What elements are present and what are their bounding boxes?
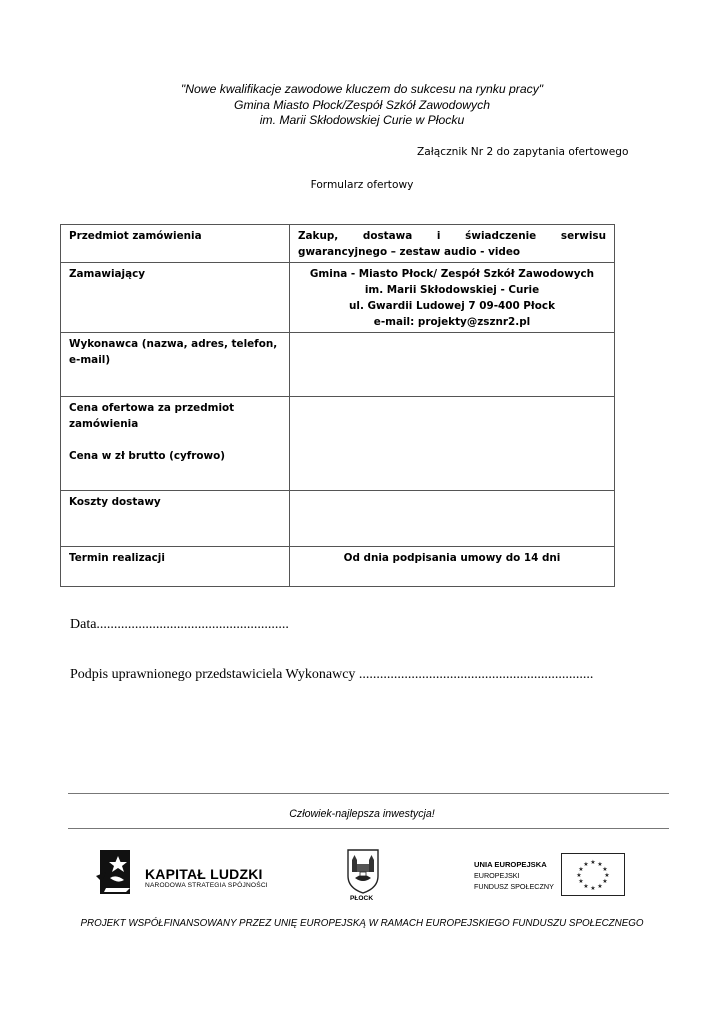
plock-coat-of-arms-icon [346, 848, 380, 894]
table-row [61, 333, 615, 397]
svg-text:★: ★ [578, 866, 584, 873]
offer-form-table [60, 224, 615, 587]
row-value-orderer [290, 263, 615, 333]
plock-caption: PŁOCK [350, 895, 374, 902]
orderer-line: ul. Gwardii Ludowej 7 09-400 Płock [349, 300, 555, 312]
eu-fund-line-2: FUNDUSZ SPOŁECZNY [474, 882, 554, 891]
price-input-cell[interactable] [290, 397, 615, 491]
svg-text:★: ★ [590, 885, 596, 892]
svg-text:★: ★ [578, 878, 584, 885]
svg-text:★: ★ [602, 878, 608, 885]
row-label-contractor: Wykonawca (nazwa, adres, telefon, e-mail) [61, 333, 290, 397]
table-row [61, 225, 615, 263]
svg-text:★: ★ [604, 872, 610, 879]
divider [68, 828, 669, 829]
eu-title: UNIA EUROPEJSKA [474, 860, 547, 869]
kapital-ludzki-subtitle: NARODOWA STRATEGIA SPÓJNOŚCI [145, 882, 268, 889]
table-row [61, 491, 615, 547]
date-line[interactable]: Data....................................................... [70, 617, 289, 632]
row-label-orderer: Zamawiający [61, 263, 290, 333]
project-header [0, 82, 724, 129]
table-row [61, 547, 615, 587]
row-label-delivery-cost: Koszty dostawy [61, 491, 290, 547]
header-line-3: im. Marii Skłodowskiej Curie w Płocku [259, 113, 465, 127]
attachment-label: Załącznik Nr 2 do zapytania ofertowego [417, 146, 629, 158]
orderer-line: Gmina - Miasto Płock/ Zespół Szkół Zawodowych [309, 268, 595, 280]
row-value-subject: Zakup, dostawa i świadczenie serwisu gwarancyjnego – zestaw audio - video [290, 225, 615, 263]
table-row [61, 263, 615, 333]
header-line-2: Gmina Miasto Płock/Zespół Szkół Zawodowych [233, 97, 491, 112]
table-row [61, 397, 615, 491]
form-title: Formularz ofertowy [310, 179, 414, 191]
orderer-line: e-mail: projekty@zsznr2.pl [373, 316, 531, 328]
orderer-line: im. Marii Skłodowskiej - Curie [364, 284, 540, 296]
header-line-1: "Nowe kwalifikacje zawodowe kluczem do sukcesu na rynku pracy" [180, 82, 544, 96]
kapital-ludzki-logo-icon [96, 848, 142, 896]
row-label-price [61, 397, 290, 491]
cofinancing-footer: PROJEKT WSPÓŁFINANSOWANY PRZEZ UNIĘ EUROPEJSKĄ W RAMACH EUROPEJSKIEGO FUNDUSZU SPOŁECZNEGO [80, 918, 644, 929]
divider [68, 793, 669, 794]
svg-text:★: ★ [583, 883, 589, 890]
price-label: Cena ofertowa za przedmiot zamówienia [69, 402, 235, 430]
contractor-input-cell[interactable] [290, 333, 615, 397]
svg-text:★: ★ [602, 866, 608, 873]
kapital-ludzki-title: KAPITAŁ LUDZKI [145, 866, 263, 882]
signature-line[interactable]: Podpis uprawnionego przedstawiciela Wykonawcy ................................................................... [70, 667, 594, 682]
svg-text:★: ★ [583, 861, 589, 868]
eu-fund-line-1: EUROPEJSKI [474, 871, 520, 880]
row-label-deadline: Termin realizacji [61, 547, 290, 587]
motto: Człowiek-najlepsza inwestycja! [289, 808, 435, 820]
eu-flag-icon [561, 853, 625, 896]
svg-text:★: ★ [597, 861, 603, 868]
price-gross-label: Cena w zł brutto (cyfrowo) [69, 450, 226, 462]
svg-text:★: ★ [576, 872, 582, 879]
svg-text:★: ★ [597, 883, 603, 890]
svg-text:★: ★ [590, 859, 596, 866]
row-value-deadline: Od dnia podpisania umowy do 14 dni [290, 547, 615, 587]
delivery-cost-input-cell[interactable] [290, 491, 615, 547]
row-label-subject: Przedmiot zamówienia [61, 225, 290, 263]
